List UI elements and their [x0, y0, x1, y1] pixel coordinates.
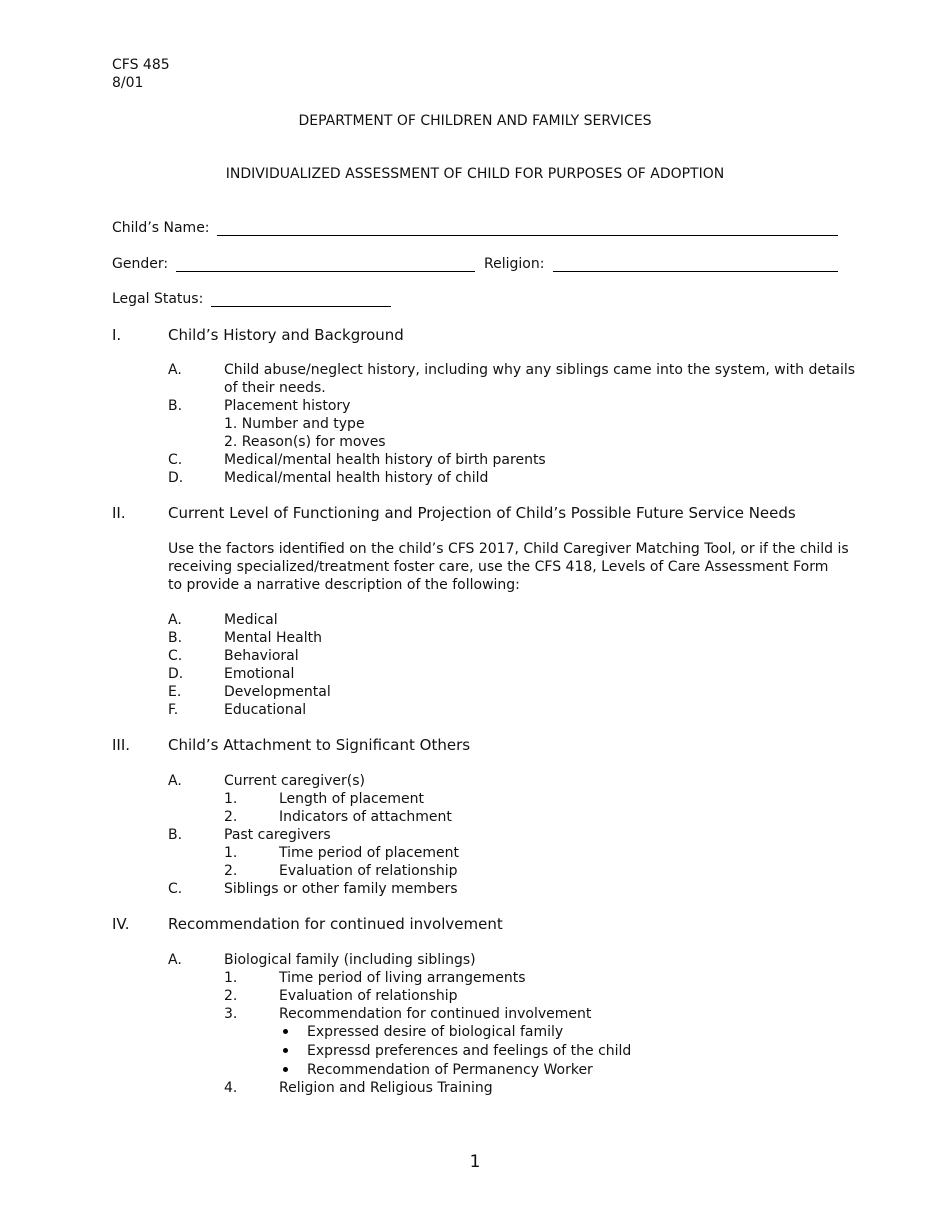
s4-a-sub4-num: 4. [224, 1080, 238, 1096]
s3-a-sub-num: 1. [224, 791, 238, 807]
s3-a-letter: A. [168, 773, 182, 789]
section-3-numeral: III. [112, 736, 131, 754]
s4-a-sub-text: Time period of living arrangements [279, 970, 526, 986]
s4-bullet-text: Expressd preferences and feelings of the child [307, 1043, 632, 1059]
s2-item-text: Mental Health [224, 630, 322, 646]
s1-a-text-line2: of their needs. [224, 380, 326, 396]
bullet-icon [283, 1029, 288, 1034]
s1-a-letter: A. [168, 362, 182, 378]
s2-paragraph-line1: Use the factors identified on the child’s CFS 2017, Child Caregiver Matching Tool, or if the child is [168, 541, 849, 557]
bullet-icon [283, 1048, 288, 1053]
s3-c-text: Siblings or other family members [224, 881, 458, 897]
s2-paragraph-line3: to provide a narrative description of the following: [168, 577, 520, 593]
s4-a-sub-text: Evaluation of relationship [279, 988, 458, 1004]
legal-status-label: Legal Status: [112, 291, 204, 307]
s3-a-sub-num: 2. [224, 809, 238, 825]
religion-field[interactable] [553, 253, 838, 272]
s3-b-text: Past caregivers [224, 827, 331, 843]
s2-item-text: Behavioral [224, 648, 299, 664]
s3-b-sub-num: 2. [224, 863, 238, 879]
s2-item-letter: F. [168, 702, 179, 718]
s3-b-sub-num: 1. [224, 845, 238, 861]
s4-bullet-text: Recommendation of Permanency Worker [307, 1062, 593, 1078]
s2-item-letter: E. [168, 684, 182, 700]
s3-a-sub-text: Length of placement [279, 791, 424, 807]
s4-bullet-text: Expressed desire of biological family [307, 1024, 564, 1040]
section-4-numeral: IV. [112, 915, 130, 933]
section-2-title: Current Level of Functioning and Projection of Child’s Possible Future Service Needs [168, 504, 796, 522]
form-title: INDIVIDUALIZED ASSESSMENT OF CHILD FOR PURPOSES OF ADOPTION [225, 166, 725, 182]
s2-item-text: Developmental [224, 684, 331, 700]
s3-a-text: Current caregiver(s) [224, 773, 366, 789]
s2-paragraph-line2: receiving specialized/treatment foster care, use the CFS 418, Levels of Care Assessment Form [168, 559, 829, 575]
s1-b-sub2: 2. Reason(s) for moves [224, 434, 386, 450]
s4-a-text: Biological family (including siblings) [224, 952, 476, 968]
s2-item-letter: C. [168, 648, 183, 664]
gender-field[interactable] [176, 253, 475, 272]
s3-b-letter: B. [168, 827, 183, 843]
form-date: 8/01 [112, 75, 144, 91]
section-1-numeral: I. [112, 326, 122, 344]
s2-item-text: Emotional [224, 666, 295, 682]
s4-a-sub-text: Recommendation for continued involvement [279, 1006, 592, 1022]
s1-b-letter: B. [168, 398, 183, 414]
section-1-title: Child’s History and Background [168, 326, 404, 344]
gender-label: Gender: [112, 256, 169, 272]
s1-c-letter: C. [168, 452, 183, 468]
section-4-title: Recommendation for continued involvement [168, 915, 503, 933]
s4-a-sub4-text: Religion and Religious Training [279, 1080, 493, 1096]
s1-d-text: Medical/mental health history of child [224, 470, 489, 486]
s2-item-text: Medical [224, 612, 278, 628]
section-2-numeral: II. [112, 504, 126, 522]
religion-label: Religion: [484, 256, 545, 272]
s1-b-sub1: 1. Number and type [224, 416, 365, 432]
s1-d-letter: D. [168, 470, 184, 486]
form-number: CFS 485 [112, 57, 170, 73]
s4-a-sub-num: 2. [224, 988, 238, 1004]
s3-a-sub-text: Indicators of attachment [279, 809, 452, 825]
s3-b-sub-text: Time period of placement [279, 845, 459, 861]
s2-item-text: Educational [224, 702, 307, 718]
s4-a-sub-num: 3. [224, 1006, 238, 1022]
childs-name-field[interactable] [217, 217, 838, 236]
bullet-icon [283, 1067, 288, 1072]
s4-a-letter: A. [168, 952, 182, 968]
department-heading: DEPARTMENT OF CHILDREN AND FAMILY SERVICES [298, 113, 652, 129]
s2-item-letter: D. [168, 666, 184, 682]
s3-b-sub-text: Evaluation of relationship [279, 863, 458, 879]
s4-a-sub-num: 1. [224, 970, 238, 986]
legal-status-field[interactable] [211, 288, 391, 307]
s1-a-text-line1: Child abuse/neglect history, including why any siblings came into the system, with details [224, 362, 856, 378]
s1-b-text: Placement history [224, 398, 351, 414]
section-3-title: Child’s Attachment to Significant Others [168, 736, 471, 754]
childs-name-label: Child’s Name: [112, 220, 210, 236]
s2-item-letter: A. [168, 612, 182, 628]
page-number: 1 [469, 1152, 481, 1172]
s3-c-letter: C. [168, 881, 183, 897]
s1-c-text: Medical/mental health history of birth parents [224, 452, 546, 468]
s2-item-letter: B. [168, 630, 183, 646]
